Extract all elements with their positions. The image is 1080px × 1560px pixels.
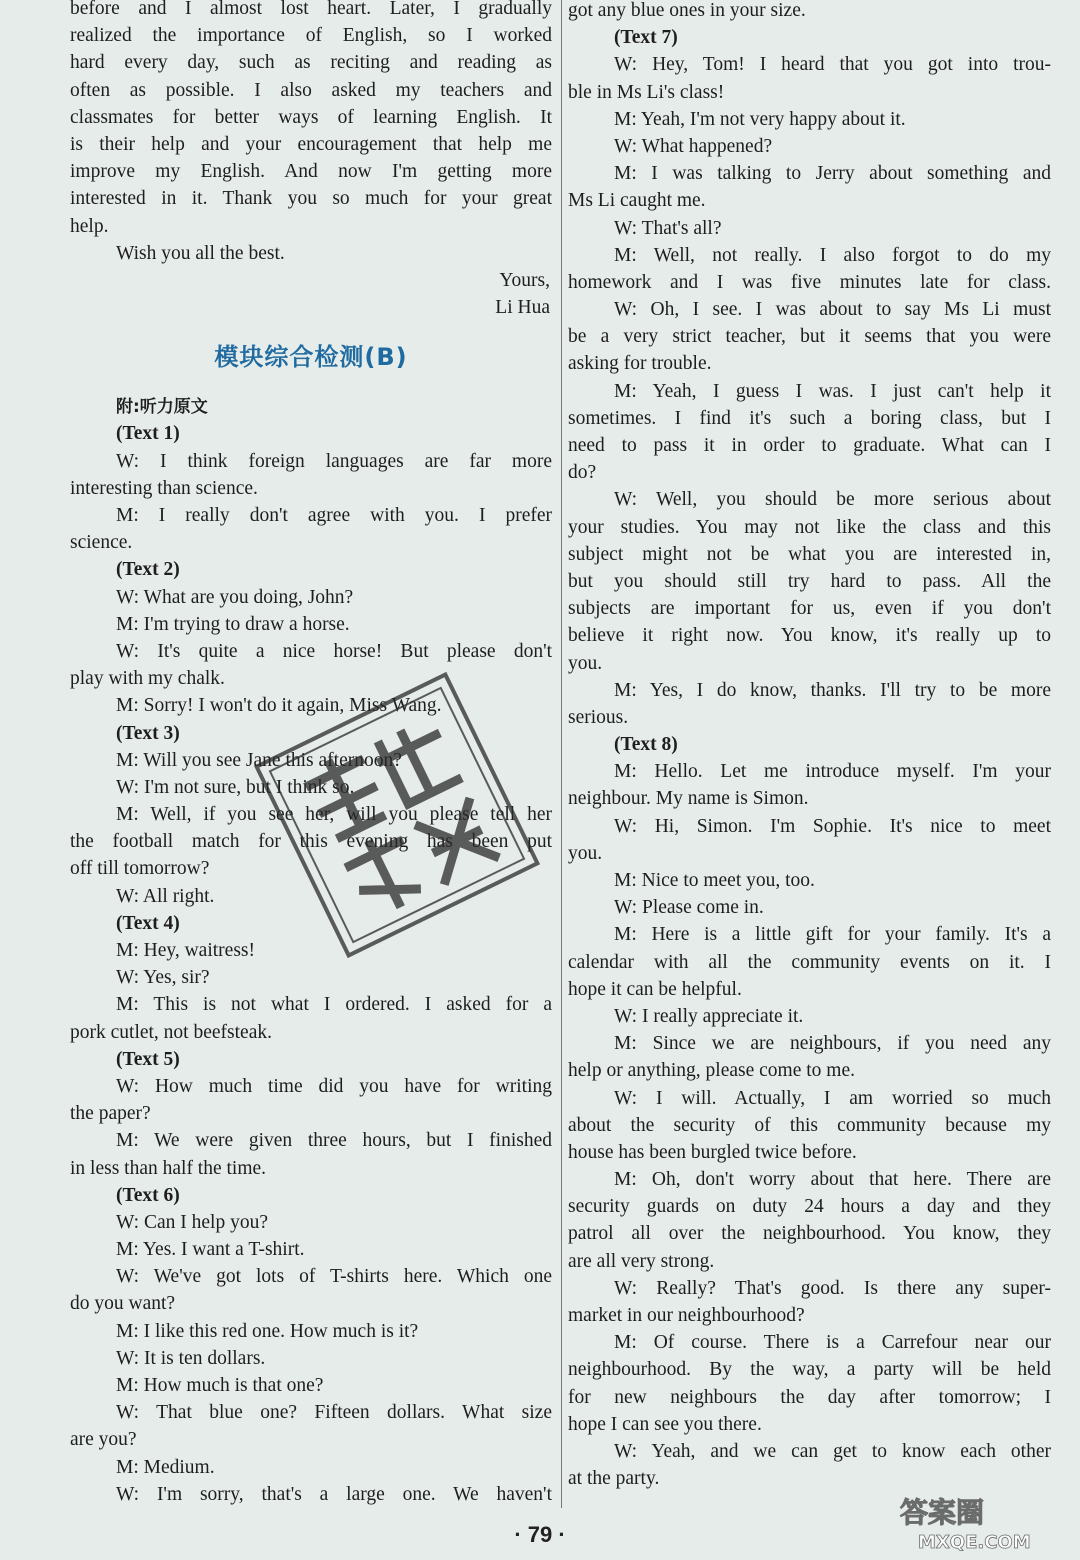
text-line: W: I think foreign languages are far more xyxy=(116,450,552,472)
listening-text-5 xyxy=(70,1046,552,1182)
text-line: your studies. You may not like the class and this xyxy=(568,516,1051,538)
text-line: is their help and your encouragement that help me xyxy=(70,133,552,155)
text-line: ble in Ms Li's class! xyxy=(568,81,725,103)
text-line: science. xyxy=(70,532,133,554)
text-line: M: Sorry! I won't do it again, Miss Wang. xyxy=(116,695,442,717)
text-line: W: I will. Actually, I am worried so much xyxy=(614,1087,1051,1109)
watermark-logo xyxy=(880,1488,1070,1554)
text-line: M: Well, if you see her, will you please tell her xyxy=(116,804,552,826)
text-line: M: Here is a little gift for your family. It's a xyxy=(614,924,1051,946)
text-line: play with my chalk. xyxy=(70,668,225,690)
text-line: interesting than science. xyxy=(70,477,258,499)
text-line: W: Oh, I see. I was about to say Ms Li must xyxy=(614,299,1051,321)
text-line: homework and I was five minutes late for class. xyxy=(568,271,1051,293)
text-line: are you? xyxy=(70,1429,137,1451)
text-line: M: This is not what I ordered. I asked for a xyxy=(116,994,552,1016)
text-line: M: Yes, I do know, thanks. I'll try to be more xyxy=(614,679,1051,701)
right-column xyxy=(568,0,1051,1492)
text-line: often as possible. I also asked my teachers and xyxy=(70,79,552,101)
text-line: before and I almost lost heart. Later, I gradually xyxy=(70,0,552,19)
text-line: M: Of course. There is a Carrefour near our xyxy=(614,1332,1051,1354)
text-line: help. xyxy=(70,215,109,237)
text-line: M: We were given three hours, but I finished xyxy=(116,1130,552,1152)
text-heading: (Text 2) xyxy=(116,559,180,581)
text-line: W: Can I help you? xyxy=(116,1211,268,1233)
text-line: M: Medium. xyxy=(116,1456,215,1478)
text-line: W: We've got lots of T-shirts here. Which one xyxy=(116,1266,552,1288)
text-line: subjects are important for us, even if you don't xyxy=(568,598,1051,620)
text-line: M: Well, not really. I also forgot to do my xyxy=(614,244,1051,266)
text-line: off till tomorrow? xyxy=(70,858,210,880)
text-line: the football match for this evening has been put xyxy=(70,831,552,853)
text-line: M: Yeah, I'm not very happy about it. xyxy=(614,108,906,130)
text-line: M: How much is that one? xyxy=(116,1375,324,1396)
text-heading: (Text 4) xyxy=(116,912,180,934)
svg-text:MXQE.COM: MXQE.COM xyxy=(918,1532,1031,1553)
text-line: help or anything, please come to me. xyxy=(568,1060,855,1082)
text-line: about the security of this community because my xyxy=(568,1114,1051,1136)
listening-text-1 xyxy=(70,420,552,556)
text-line: W: That's all? xyxy=(614,217,722,239)
seal-stamp-image xyxy=(222,640,572,990)
text-heading: (Text 6) xyxy=(116,1184,180,1206)
text-line: asking for trouble. xyxy=(568,353,712,375)
text-line: at the party. xyxy=(568,1468,660,1490)
listening-text-8 xyxy=(568,731,1051,1492)
text-line: W: That blue one? Fifteen dollars. What size xyxy=(116,1402,552,1424)
text-line: the paper? xyxy=(70,1103,151,1125)
text-line: M: Yeah, I guess I was. I just can't help it xyxy=(614,380,1051,402)
text-line: M: Oh, don't worry about that here. There are xyxy=(614,1169,1051,1191)
text-line: W: Please come in. xyxy=(614,897,764,919)
text-heading: (Text 8) xyxy=(614,734,678,756)
text-line: M: I was talking to Jerry about something and xyxy=(614,163,1051,185)
text-line: subject might not be what you are interested in, xyxy=(568,543,1051,565)
text-line: for new neighbours the day after tomorrow; I xyxy=(568,1386,1051,1408)
text-line: realized the importance of English, so I worked xyxy=(70,25,552,47)
appendix-label: 附:听力原文 xyxy=(116,397,208,418)
text-line: do you want? xyxy=(70,1293,176,1315)
listening-text-7 xyxy=(568,24,1051,731)
text-line: W: Yeah, and we can get to know each other xyxy=(614,1440,1051,1462)
text-line: you. xyxy=(568,842,603,864)
text-line: W: All right. xyxy=(116,885,215,907)
text-line: you. xyxy=(568,652,603,674)
text-line: neighbourhood. By the way, a party will be held xyxy=(568,1359,1051,1381)
text-heading: (Text 1) xyxy=(116,423,180,445)
text-line: security guards on duty 24 hours a day and they xyxy=(568,1196,1051,1218)
svg-text:答案圈: 答案圈 xyxy=(900,1496,985,1529)
letter-closing: Wish you all the best. xyxy=(116,242,285,264)
text-line: M: I really don't agree with you. I prefer xyxy=(116,505,552,526)
text-line: M: Nice to meet you, too. xyxy=(614,870,815,891)
text-line: W: It is ten dollars. xyxy=(116,1347,266,1369)
text-line: W: I'm not sure, but I think so. xyxy=(116,776,355,798)
text-line: M: I like this red one. How much is it? xyxy=(116,1320,419,1342)
text-line: M: I'm trying to draw a horse. xyxy=(116,613,350,635)
text-line: do? xyxy=(568,462,597,484)
text-line: need to pass it in order to graduate. What can I xyxy=(568,435,1051,456)
page-number: · 79 · xyxy=(514,1522,566,1547)
text-heading: (Text 7) xyxy=(614,27,678,49)
text-line: W: What are you doing, John? xyxy=(116,586,354,608)
text-line: improve my English. And now I'm getting more xyxy=(70,161,552,183)
letter-signoff: Yours, xyxy=(499,269,550,291)
text-line: are all very strong. xyxy=(568,1250,715,1272)
text-line: in less than half the time. xyxy=(70,1157,267,1179)
text-line: W: I'm sorry, that's a large one. We haven't xyxy=(116,1483,552,1505)
text-line: hope it can be helpful. xyxy=(568,978,742,1000)
text-line: classmates for better ways of learning English. It xyxy=(70,106,552,128)
text-line: W: Hi, Simon. I'm Sophie. It's nice to meet xyxy=(614,815,1051,837)
text-line: W: Hey, Tom! I heard that you got into trou- xyxy=(614,54,1051,76)
text-line: house has been burgled twice before. xyxy=(568,1141,857,1163)
text-line: interested in it. Thank you so much for your great xyxy=(70,188,552,210)
letter-signature: Li Hua xyxy=(495,297,550,319)
text-line: W: I really appreciate it. xyxy=(614,1005,804,1027)
text-line: but you should still try hard to pass. All the xyxy=(568,570,1051,592)
text-line: pork cutlet, not beefsteak. xyxy=(70,1021,272,1043)
text-line: W: It's quite a nice horse! But please don't xyxy=(116,640,552,662)
text-line: M: Since we are neighbours, if you need any xyxy=(614,1033,1051,1055)
text-line: M: Hello. Let me introduce myself. I'm your xyxy=(614,761,1051,783)
text-line: M: Hey, waitress! xyxy=(116,940,255,961)
text-line: M: Will you see Jane this afternoon? xyxy=(116,749,402,771)
text-line: got any blue ones in your size. xyxy=(568,0,806,21)
text-line: Ms Li caught me. xyxy=(568,190,706,212)
text-line: hope I can see you there. xyxy=(568,1413,762,1435)
text-heading: (Text 3) xyxy=(116,722,180,744)
text-line: W: Well, you should be more serious about xyxy=(614,489,1051,511)
text-line: sometimes. I find it's such a boring class, but I xyxy=(568,407,1051,429)
text-line: W: What happened? xyxy=(614,135,773,157)
listening-text-6 xyxy=(70,1182,552,1508)
text-line: W: Yes, sir? xyxy=(116,967,210,989)
letter-body xyxy=(70,0,552,321)
text-line: calendar with all the community events on it. I xyxy=(568,951,1051,973)
section-title: 模块综合检测(B) xyxy=(214,343,408,372)
text-line: W: How much time did you have for writing xyxy=(116,1075,552,1097)
text-line: be a very strict teacher, but it seems that you were xyxy=(568,326,1051,348)
text-line: market in our neighbourhood? xyxy=(568,1305,805,1326)
text-line: M: Yes. I want a T-shirt. xyxy=(116,1239,305,1261)
text-line: patrol all over the neighbourhood. You know, they xyxy=(568,1223,1051,1245)
text-line: hard every day, such as reciting and reading as xyxy=(70,52,552,74)
text-line: serious. xyxy=(568,706,629,728)
text-line: W: Really? That's good. Is there any super- xyxy=(614,1277,1051,1299)
text-heading: (Text 5) xyxy=(116,1048,180,1070)
text-line: believe it right now. You know, it's really up to xyxy=(568,625,1051,647)
text-line: neighbour. My name is Simon. xyxy=(568,788,809,810)
